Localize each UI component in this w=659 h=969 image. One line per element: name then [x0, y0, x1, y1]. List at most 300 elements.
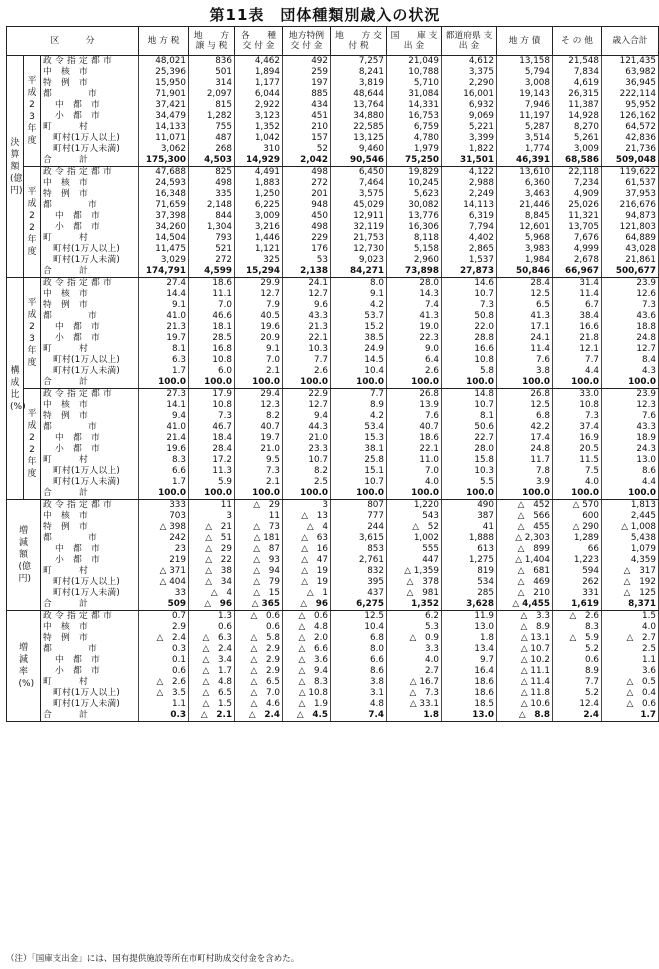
table-cell: 1,822 — [442, 144, 497, 155]
table-cell: 12.6 — [602, 289, 659, 300]
table-cell: 6,044 — [235, 89, 283, 100]
table-cell: 4,780 — [387, 133, 442, 144]
table-cell: △ 4 — [189, 588, 235, 599]
table-cell: 4,999 — [553, 244, 602, 255]
row-label: 特 例 市 — [41, 633, 139, 644]
table-cell: 31.4 — [553, 278, 602, 290]
table-cell: 21.0 — [283, 433, 331, 444]
table-cell: 44.3 — [283, 422, 331, 433]
table-cell: 437 — [331, 588, 387, 599]
table-cell: 7.6 — [497, 355, 553, 366]
table-cell: 17.1 — [497, 322, 553, 333]
table-row — [7, 144, 659, 155]
table-cell: 18.6 — [387, 433, 442, 444]
table-cell: 13,125 — [331, 133, 387, 144]
table-cell: 14.3 — [387, 289, 442, 300]
table-cell: 10.7 — [442, 400, 497, 411]
table-cell: 7.7 — [553, 355, 602, 366]
table-cell: 1,446 — [235, 233, 283, 244]
table-cell: 3,123 — [235, 111, 283, 122]
table-cell: 50.8 — [442, 311, 497, 322]
table-row — [7, 400, 659, 411]
table-row — [7, 555, 659, 566]
header-col: 地方特例 交 付 金 — [283, 27, 331, 56]
table-cell: 16.6 — [553, 322, 602, 333]
table-cell: 46.7 — [189, 422, 235, 433]
table-cell: 11 — [235, 511, 283, 522]
table-cell: 7.3 — [235, 466, 283, 477]
table-row — [7, 699, 659, 710]
table-cell: 21.4 — [139, 433, 189, 444]
table-cell: 1,304 — [189, 222, 235, 233]
table-cell: 10.4 — [331, 366, 387, 377]
table-cell: △ 981 — [387, 588, 442, 599]
table-cell: 1,537 — [442, 255, 497, 266]
table-cell: 100.0 — [553, 377, 602, 389]
table-cell: 836 — [189, 56, 235, 68]
table-cell: △ 1.5 — [189, 699, 235, 710]
table-cell: 10.8 — [442, 355, 497, 366]
table-cell: 16.4 — [442, 666, 497, 677]
table-cell: △ 29 — [235, 500, 283, 512]
table-cell: 3,575 — [331, 189, 387, 200]
table-cell: 12,730 — [331, 244, 387, 255]
table-cell: 33 — [139, 588, 189, 599]
row-label: 小 都 市 — [41, 222, 139, 233]
table-cell: 15.3 — [331, 433, 387, 444]
table-row — [7, 466, 659, 477]
table-cell: 100.0 — [387, 488, 442, 500]
table-row — [7, 411, 659, 422]
table-row — [7, 111, 659, 122]
row-label: 特 例 市 — [41, 411, 139, 422]
table-row — [7, 233, 659, 244]
table-cell: 20.9 — [235, 333, 283, 344]
table-cell: 6,225 — [235, 200, 283, 211]
table-cell: 9.4 — [139, 411, 189, 422]
table-cell: △ 0.4 — [602, 688, 659, 699]
row-label: 中 都 市 — [41, 211, 139, 222]
table-cell: 5.9 — [189, 477, 235, 488]
table-cell: 43.3 — [283, 311, 331, 322]
table-cell: 13.9 — [387, 400, 442, 411]
table-cell: △ 290 — [553, 522, 602, 533]
table-cell: 40.7 — [387, 422, 442, 433]
table-cell: 19,829 — [387, 167, 442, 179]
table-cell: 447 — [387, 555, 442, 566]
table-cell: 262 — [553, 577, 602, 588]
table-cell: 6,450 — [331, 167, 387, 179]
table-row — [7, 577, 659, 588]
table-cell: △ 47 — [283, 555, 331, 566]
table-cell: 594 — [553, 566, 602, 577]
table-cell: 100.0 — [283, 488, 331, 500]
table-cell: 9,460 — [331, 144, 387, 155]
table-cell: 22.1 — [283, 333, 331, 344]
table-row — [7, 477, 659, 488]
table-cell: △ 4.8 — [189, 677, 235, 688]
table-row — [7, 311, 659, 322]
table-cell: 1,774 — [497, 144, 553, 155]
table-row — [7, 78, 659, 89]
table-row — [7, 677, 659, 688]
table-cell: 22.3 — [387, 333, 442, 344]
table-cell: △ 93 — [235, 555, 283, 566]
table-cell: 4,402 — [442, 233, 497, 244]
table-cell: △ 9.4 — [283, 666, 331, 677]
table-cell: △ 96 — [283, 599, 331, 611]
table-cell: 23.3 — [283, 444, 331, 455]
row-label: 合 計 — [41, 266, 139, 278]
table-row — [7, 688, 659, 699]
table-cell: △ 6.5 — [189, 688, 235, 699]
table-cell: 451 — [283, 111, 331, 122]
table-cell: 100.0 — [442, 488, 497, 500]
year-label — [24, 278, 41, 389]
section-label-text: 構成比(%) — [10, 365, 26, 412]
table-cell: 4,909 — [553, 189, 602, 200]
table-cell: 10.8 — [189, 355, 235, 366]
table-cell: 825 — [189, 167, 235, 179]
table-row — [7, 422, 659, 433]
table-cell: 73,898 — [387, 266, 442, 278]
row-label: 町 村 — [41, 677, 139, 688]
table-cell: 119,622 — [602, 167, 659, 179]
table-cell: 11,071 — [139, 133, 189, 144]
table-cell: 1,883 — [235, 178, 283, 189]
table-cell: 31,084 — [387, 89, 442, 100]
table-cell: △ 6.5 — [235, 677, 283, 688]
section-label — [7, 278, 24, 500]
table-cell: 19.6 — [139, 444, 189, 455]
table-cell: 3 — [283, 500, 331, 512]
table-cell: 27.3 — [139, 389, 189, 401]
table-cell: 4.2 — [331, 411, 387, 422]
table-cell: 11.7 — [497, 455, 553, 466]
table-cell: △ 1,359 — [387, 566, 442, 577]
table-cell: 50.6 — [442, 422, 497, 433]
table-cell: 33.0 — [553, 389, 602, 401]
table-cell: 10,245 — [387, 178, 442, 189]
table-cell: 9.6 — [283, 300, 331, 311]
table-cell: 48,021 — [139, 56, 189, 68]
table-cell: 7.3 — [602, 300, 659, 311]
table-cell: 10.7 — [331, 477, 387, 488]
row-label: 都 市 — [41, 89, 139, 100]
table-cell: 38.5 — [331, 333, 387, 344]
table-cell: 71,901 — [139, 89, 189, 100]
table-cell: △ 11.1 — [497, 666, 553, 677]
table-cell: 2,148 — [189, 200, 235, 211]
table-cell: 46.6 — [189, 311, 235, 322]
table-cell: 1,888 — [442, 533, 497, 544]
table-cell: 84,271 — [331, 266, 387, 278]
table-cell: 45,029 — [331, 200, 387, 211]
table-cell: 2.1 — [235, 366, 283, 377]
table-cell: 501 — [189, 67, 235, 78]
table-cell: △ 34 — [189, 577, 235, 588]
table-cell: 16,306 — [387, 222, 442, 233]
table-cell: 6.3 — [139, 355, 189, 366]
table-cell: 2.9 — [139, 622, 189, 633]
table-cell: 53 — [283, 255, 331, 266]
table-cell: 7.7 — [553, 677, 602, 688]
table-cell: △ 8.3 — [283, 677, 331, 688]
row-label: 特 例 市 — [41, 522, 139, 533]
table-cell: 777 — [331, 511, 387, 522]
row-label: 都 市 — [41, 311, 139, 322]
table-cell: 3.8 — [497, 366, 553, 377]
table-cell: 7,257 — [331, 56, 387, 68]
table-cell: 509 — [139, 599, 189, 611]
table-cell: 22.1 — [387, 444, 442, 455]
table-row — [7, 644, 659, 655]
table-cell: 14,331 — [387, 100, 442, 111]
table-cell: 24.9 — [331, 344, 387, 355]
table-cell: 7.4 — [331, 710, 387, 722]
table-cell: 1.1 — [602, 655, 659, 666]
table-cell: 38.1 — [331, 444, 387, 455]
table-cell: 100.0 — [497, 377, 553, 389]
table-cell: 6,319 — [442, 211, 497, 222]
table-cell: 6.7 — [553, 300, 602, 311]
table-cell: 9.5 — [235, 455, 283, 466]
table-cell: 64,572 — [602, 122, 659, 133]
table-cell: △ 0.9 — [387, 633, 442, 644]
table-cell: △ 1 — [283, 588, 331, 599]
table-cell: △ 51 — [189, 533, 235, 544]
table-cell: △ 0.6 — [602, 699, 659, 710]
table-cell: 7.6 — [602, 411, 659, 422]
table-cell: △ 3.3 — [497, 611, 553, 623]
table-cell: 268 — [189, 144, 235, 155]
row-label: 政 令 指 定 都 市 — [41, 611, 139, 623]
page-title: 第11表 団体種類別歳入の状況 — [209, 6, 441, 24]
table-cell: 6,275 — [331, 599, 387, 611]
table-cell: △ 0.6 — [283, 611, 331, 623]
table-cell: 7.8 — [497, 466, 553, 477]
table-cell: △ 1,404 — [497, 555, 553, 566]
table-cell: 24.1 — [283, 278, 331, 290]
table-cell: 272 — [189, 255, 235, 266]
table-cell: 10.3 — [283, 344, 331, 355]
table-cell: 3.3 — [387, 644, 442, 655]
table-cell: △ 365 — [235, 599, 283, 611]
table-cell: 8.0 — [331, 644, 387, 655]
table-cell: 819 — [442, 566, 497, 577]
table-cell: △ 181 — [235, 533, 283, 544]
table-cell: 853 — [331, 544, 387, 555]
table-cell: △ 2.4 — [139, 633, 189, 644]
table-cell: 12.3 — [602, 400, 659, 411]
table-cell: 37,421 — [139, 100, 189, 111]
table-cell: △ 19 — [283, 577, 331, 588]
table-cell: 492 — [283, 56, 331, 68]
row-label: 町 村 — [41, 233, 139, 244]
row-label: 中 都 市 — [41, 544, 139, 555]
table-cell: 34,479 — [139, 111, 189, 122]
table-cell: △ 455 — [497, 522, 553, 533]
table-cell: 1.7 — [602, 710, 659, 722]
table-cell: 28.0 — [387, 278, 442, 290]
table-cell: △ 398 — [139, 522, 189, 533]
table-row — [7, 544, 659, 555]
table-cell: 29.9 — [235, 278, 283, 290]
table-cell: 14.1 — [139, 400, 189, 411]
table-cell: △ 3.4 — [189, 655, 235, 666]
table-cell: 2,138 — [283, 266, 331, 278]
table-cell: 94,873 — [602, 211, 659, 222]
table-cell: 4,612 — [442, 56, 497, 68]
table-cell: 5,287 — [497, 122, 553, 133]
table-cell: 43,028 — [602, 244, 659, 255]
table-cell: 9,023 — [331, 255, 387, 266]
row-label: 町村(1万人未満) — [41, 477, 139, 488]
table-cell: 22.0 — [442, 322, 497, 333]
table-cell: 5.3 — [387, 622, 442, 633]
table-cell: 10.3 — [442, 466, 497, 477]
table-cell: △ 125 — [602, 588, 659, 599]
table-cell: 11.9 — [442, 611, 497, 623]
table-cell: 24,593 — [139, 178, 189, 189]
row-label: 中 核 市 — [41, 178, 139, 189]
table-cell: 34,880 — [331, 111, 387, 122]
table-cell: 100.0 — [442, 377, 497, 389]
table-cell: 18.9 — [602, 433, 659, 444]
table-cell: 13.0 — [602, 455, 659, 466]
header-col: 各 種 交 付 金 — [235, 27, 283, 56]
row-label: 町村(1万人以上) — [41, 688, 139, 699]
table-cell: 43.3 — [602, 422, 659, 433]
row-label: 町村(1万人以上) — [41, 244, 139, 255]
table-row — [7, 433, 659, 444]
table-cell: 22,118 — [553, 167, 602, 179]
table-row — [7, 266, 659, 278]
table-row — [7, 710, 659, 722]
row-label: 町村(1万人未満) — [41, 366, 139, 377]
table-cell: 157 — [283, 133, 331, 144]
table-cell: 7,794 — [442, 222, 497, 233]
table-cell: △ 2.9 — [235, 666, 283, 677]
table-cell: 5.8 — [442, 366, 497, 377]
table-cell: 2,097 — [189, 89, 235, 100]
table-cell: △ 2.9 — [235, 655, 283, 666]
row-label: 町村(1万人以上) — [41, 355, 139, 366]
table-cell: △ 21 — [189, 522, 235, 533]
row-label: 政 令 指 定 都 市 — [41, 500, 139, 512]
table-cell: 4.3 — [602, 366, 659, 377]
table-cell: △ 87 — [235, 544, 283, 555]
table-cell: 8.3 — [139, 455, 189, 466]
table-cell: 5,158 — [387, 244, 442, 255]
table-cell: △ 681 — [497, 566, 553, 577]
table-cell: 21,753 — [331, 233, 387, 244]
table-cell: 18.6 — [442, 688, 497, 699]
table-cell: 210 — [283, 122, 331, 133]
row-label: 中 核 市 — [41, 289, 139, 300]
table-cell: 14,504 — [139, 233, 189, 244]
table-cell: △ 7.3 — [387, 688, 442, 699]
table-cell: 36,945 — [602, 78, 659, 89]
row-label: 合 計 — [41, 710, 139, 722]
table-cell: 8,371 — [602, 599, 659, 611]
header-col: 国 庫 支 出 金 — [387, 27, 442, 56]
table-cell: 244 — [331, 522, 387, 533]
table-cell: 13,610 — [497, 167, 553, 179]
table-row — [7, 67, 659, 78]
table-cell: 9,069 — [442, 111, 497, 122]
table-cell: 24.3 — [602, 444, 659, 455]
table-cell: 3,062 — [139, 144, 189, 155]
table-cell: 7.0 — [387, 466, 442, 477]
table-cell: 12.4 — [553, 699, 602, 710]
table-cell: 755 — [189, 122, 235, 133]
table-cell: 7.3 — [189, 411, 235, 422]
table-cell: 1.5 — [602, 611, 659, 623]
row-label: 町村(1万人以上) — [41, 466, 139, 477]
table-cell: △ 2.6 — [553, 611, 602, 623]
table-cell: 2,445 — [602, 511, 659, 522]
table-cell: 0.7 — [139, 611, 189, 623]
table-cell: 9.1 — [139, 300, 189, 311]
table-row — [7, 377, 659, 389]
table-cell: 174,791 — [139, 266, 189, 278]
table-cell: 2.7 — [387, 666, 442, 677]
table-row — [7, 522, 659, 533]
table-cell: 3,008 — [497, 78, 553, 89]
table-cell: 8.1 — [442, 411, 497, 422]
table-cell: △ 7.0 — [235, 688, 283, 699]
table-cell: 1.7 — [139, 366, 189, 377]
row-label: 町 村 — [41, 344, 139, 355]
table-cell: 11 — [189, 500, 235, 512]
table-cell: 1,979 — [387, 144, 442, 155]
table-cell: △ 2.7 — [602, 633, 659, 644]
row-label: 中 核 市 — [41, 67, 139, 78]
table-row — [7, 444, 659, 455]
table-cell: 0.6 — [139, 666, 189, 677]
table-cell: 43.6 — [602, 311, 659, 322]
table-row — [7, 178, 659, 189]
table-cell: △ 6.3 — [189, 633, 235, 644]
table-cell: 18.6 — [442, 677, 497, 688]
table-cell: 121,435 — [602, 56, 659, 68]
table-cell: 3,628 — [442, 599, 497, 611]
table-cell: 11,387 — [553, 100, 602, 111]
table-cell: 1,042 — [235, 133, 283, 144]
table-cell: 1,352 — [235, 122, 283, 133]
table-cell: △ 10.2 — [497, 655, 553, 666]
table-cell: 26.8 — [497, 389, 553, 401]
table-cell: 12.5 — [497, 400, 553, 411]
table-cell: △ 0.6 — [235, 611, 283, 623]
table-cell: 23.9 — [602, 389, 659, 401]
table-cell: 9.1 — [331, 289, 387, 300]
table-row — [7, 599, 659, 611]
table-cell: 3,009 — [235, 211, 283, 222]
table-row — [7, 200, 659, 211]
row-label: 都 市 — [41, 200, 139, 211]
row-label: 中 都 市 — [41, 433, 139, 444]
table-cell: 100.0 — [387, 377, 442, 389]
table-cell: 10.8 — [553, 400, 602, 411]
section-label-text: 決算額(億円) — [10, 137, 23, 196]
table-cell: △ 16.7 — [387, 677, 442, 688]
table-cell: 13.0 — [442, 710, 497, 722]
header-col: 地 方 税 — [139, 27, 189, 56]
table-cell: 8.6 — [602, 466, 659, 477]
table-cell: △ 13.1 — [497, 633, 553, 644]
